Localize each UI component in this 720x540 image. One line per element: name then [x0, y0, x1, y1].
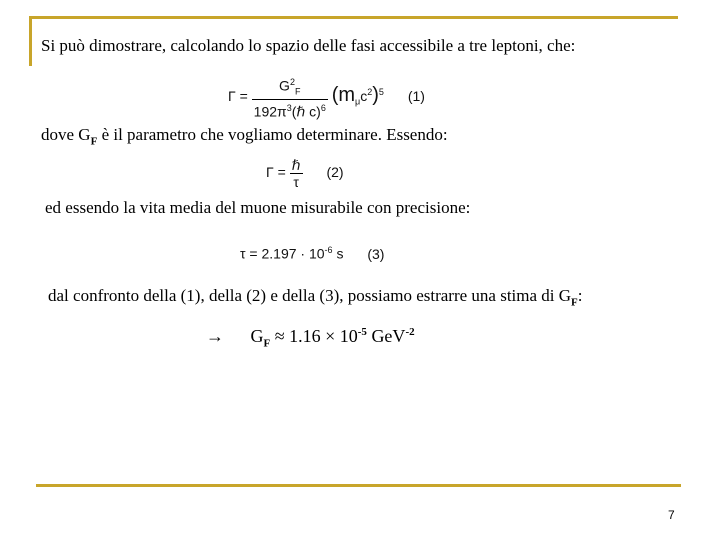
- bottom-accent-bar: [36, 484, 681, 487]
- eq1-den-paren: (ℏ c): [291, 104, 321, 121]
- result-line: [206, 326, 415, 350]
- result-g-sub: F: [263, 337, 271, 350]
- eq1-num-sup: 2: [289, 77, 295, 87]
- eq3-number: (3): [367, 245, 385, 262]
- eq1-rhs-sup5: 5: [378, 87, 384, 98]
- intro-text: [41, 36, 575, 56]
- text4-sub: F: [571, 296, 578, 309]
- eq1-den-sup2: 6: [320, 103, 326, 114]
- eq1-rhs-sup: 2: [367, 87, 373, 98]
- text2-part-a: dove G: [41, 125, 91, 144]
- text4-part-a: dal confronto della (1), della (2) e della (3), possiamo estrarre una stima di G: [48, 286, 572, 305]
- text-2: [41, 125, 448, 147]
- eq2-lhs: Γ =: [266, 164, 286, 181]
- eq1-number: (1): [407, 87, 425, 104]
- eq3-sup: -6: [324, 245, 333, 255]
- eq1-numerator: [252, 74, 328, 100]
- result-unit: GeV: [366, 326, 406, 346]
- page-number: 7: [668, 508, 675, 522]
- text2-sub: F: [90, 135, 98, 148]
- eq1-num-g: G: [279, 77, 290, 94]
- text2-part-b: è il parametro che vogliamo determinare. Essendo:: [97, 125, 448, 144]
- equation-3: [240, 245, 384, 262]
- eq2-denominator: τ: [293, 174, 299, 190]
- eq1-rhs-open: (m: [331, 83, 356, 106]
- result-value: ≈ 1.16 × 10: [270, 326, 358, 346]
- equation-1: [228, 74, 425, 120]
- eq1-den-sup: 3: [286, 103, 292, 114]
- eq2-fraction: [290, 157, 303, 190]
- top-accent-bar: [31, 16, 678, 19]
- eq2-number: (2): [326, 164, 344, 181]
- text-3: [45, 198, 470, 218]
- text3-content: ed essendo la vita media del muone misurabile con precisione:: [45, 198, 471, 217]
- result-unit-exp: -2: [405, 326, 415, 338]
- eq1-num-sub: F: [294, 86, 301, 97]
- eq3-unit: s: [332, 245, 344, 262]
- eq2-numerator: ℏ: [291, 157, 301, 173]
- text-4: [48, 286, 583, 308]
- text4-part-b: :: [577, 286, 583, 305]
- eq1-rhs-sub: μ: [355, 96, 361, 107]
- equation-2: [266, 157, 344, 190]
- eq1-lhs: Γ =: [228, 87, 248, 104]
- eq1-den-main: 192π: [253, 104, 287, 121]
- left-accent-bar: [29, 16, 32, 66]
- eq1-fraction: [252, 74, 328, 120]
- intro-text-content: Si può dimostrare, calcolando lo spazio delle fasi accessibile a tre leptoni, che:: [41, 36, 576, 55]
- arrow-icon: →: [206, 326, 224, 346]
- eq1-denominator: [252, 100, 328, 120]
- result-g: G: [250, 326, 264, 346]
- result-exp: -5: [357, 326, 367, 338]
- eq3-expr: τ = 2.197 · 10: [240, 245, 325, 262]
- eq1-rhs-close: ): [372, 83, 379, 106]
- eq1-rhs-c: c: [360, 87, 368, 104]
